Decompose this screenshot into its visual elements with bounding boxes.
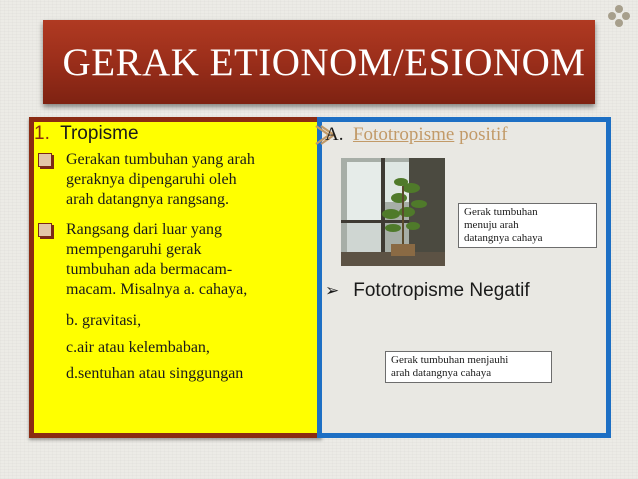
sub-item-gravitasi: b. gravitasi,: [66, 312, 142, 329]
bullet-line: geraknya dipengaruhi oleh: [66, 171, 237, 188]
checkbox-bullet-icon: [38, 222, 62, 241]
bullet-stimulus: [66, 220, 247, 300]
item-underlined: Fototropisme: [352, 124, 455, 145]
checkbox-bullet-icon: [38, 152, 62, 171]
plant-window-photo: [341, 158, 445, 266]
arrow-bullet-icon: ➢: [325, 281, 340, 301]
sub-item-kelembaban: c.air atau kelembaban,: [66, 339, 210, 356]
title-banner: [43, 20, 595, 104]
bullet-definition: [66, 150, 255, 210]
heading-number: 1.: [34, 123, 50, 144]
item-letter: A.: [325, 124, 344, 145]
bullet-line: macam. Misalnya a. cahaya,: [66, 281, 248, 298]
heading-text: Tropisme: [60, 123, 139, 144]
slide-title: GERAK ETIONOM/ESIONOM: [62, 40, 586, 84]
label-line: Gerak tumbuhan: [464, 206, 538, 218]
label-line: datangnya cahaya: [464, 232, 543, 244]
bullet-line: tumbuhan ada bermacam-: [66, 261, 233, 278]
bullet-line: Rangsang dari luar yang: [66, 221, 222, 238]
fototropisme-positif-heading: [325, 124, 508, 146]
item-rest: positif: [454, 124, 508, 145]
sub-item-sentuhan: d.sentuhan atau singgungan: [66, 365, 244, 382]
label-line: menuju arah: [464, 219, 519, 231]
bullet-line: Gerakan tumbuhan yang arah: [66, 151, 255, 168]
fototropisme-negatif-heading: [325, 280, 530, 302]
bullet-line: arah datangnya rangsang.: [66, 191, 230, 208]
tropisme-heading: [34, 123, 139, 145]
label-negatif: [385, 351, 552, 383]
label-line: arah datangnya cahaya: [391, 367, 492, 379]
bullet-line: mempengaruhi gerak: [66, 241, 202, 258]
corner-flourish-icon: [606, 3, 632, 29]
label-line: Gerak tumbuhan menjauhi: [391, 354, 509, 366]
label-positif: [458, 203, 597, 248]
negatif-text: Fototropisme Negatif: [353, 280, 530, 301]
